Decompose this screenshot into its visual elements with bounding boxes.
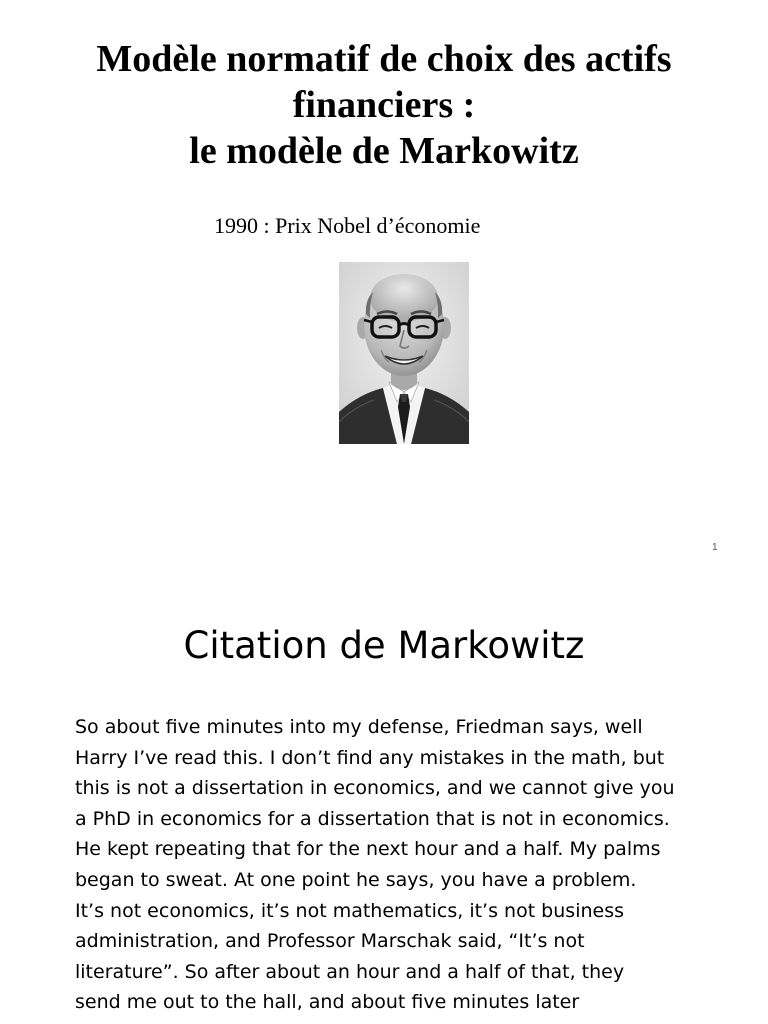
quote-line: literature”. So after about an hour and a half of that, they <box>75 960 625 983</box>
quote-line: send me out to the hall, and about five minutes later <box>75 991 580 1014</box>
quote-line: He kept repeating that for the next hour and a half. My palms <box>75 838 661 861</box>
quote-line: this is not a dissertation in economics, and we cannot give you <box>75 777 675 800</box>
slide-2-title: Citation de Markowitz <box>183 624 585 667</box>
quote-line: So about five minutes into my defense, Friedman says, well <box>75 716 643 738</box>
quote-line: Harry I’ve read this. I don’t find any mistakes in the math, but <box>75 746 665 769</box>
title-line: le modèle de Markowitz <box>189 130 579 172</box>
quote-line: a PhD in economics for a dissertation that is not in economics. <box>75 807 670 830</box>
slide-1-title <box>0 36 768 174</box>
title-line: Modèle normatif de choix des actifs <box>96 38 672 80</box>
slide-2 <box>0 570 768 1024</box>
page-number: 1 <box>712 542 718 553</box>
slide-1-subtitle: 1990 : Prix Nobel d’économie <box>214 213 481 238</box>
markowitz-portrait <box>339 262 469 444</box>
markowitz-quote <box>75 712 740 1018</box>
quote-line: It’s not economics, it’s not mathematics, it’s not business <box>75 899 624 922</box>
quote-line: administration, and Professor Marschak said, “It’s not <box>75 930 585 953</box>
quote-line: began to sweat. At one point he says, you have a problem. <box>75 868 637 891</box>
title-line: financiers : <box>292 84 476 126</box>
